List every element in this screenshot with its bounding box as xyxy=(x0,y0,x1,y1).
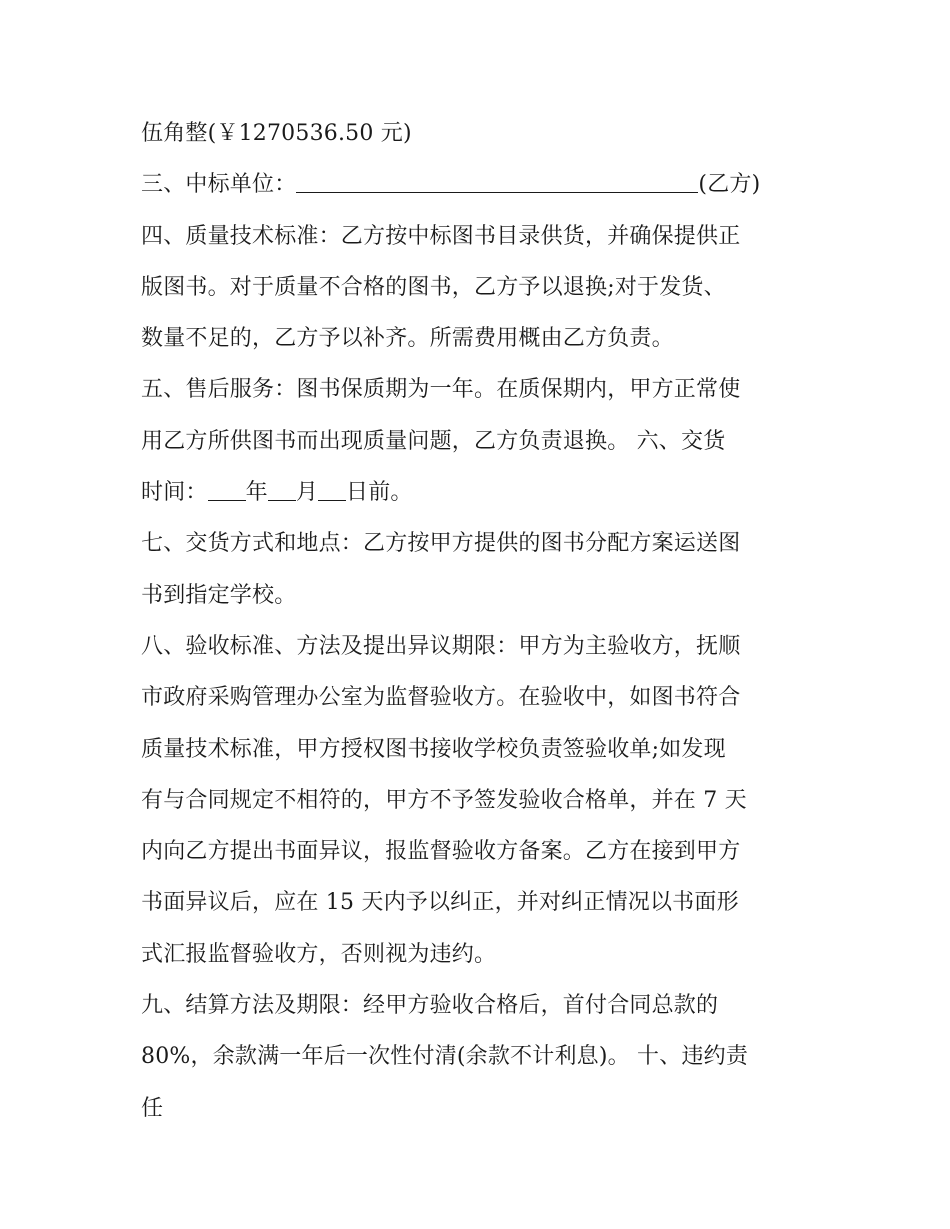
delivery-date-line xyxy=(141,467,821,518)
text-line: 书到指定学校。 xyxy=(141,582,297,608)
text-line: 书面异议后，应在 15 天内予以纠正，并对纠正情况以书面形 xyxy=(141,890,739,916)
text-fragment: 年 xyxy=(245,480,268,506)
bidder-blank xyxy=(296,172,698,193)
text-line: 伍角整(￥1270536.50 元) xyxy=(141,121,412,146)
text-line: 任 xyxy=(141,1095,164,1121)
text-line: 内向乙方提出书面异议，报监督验收方备案。乙方在接到甲方 xyxy=(141,839,741,865)
day-blank xyxy=(318,480,346,501)
text-line: 式汇报监督验收方，否则视为违约。 xyxy=(141,941,497,967)
text-line: 80%，余款满一年后一次性付清(余款不计利息)。 十、违约责 xyxy=(141,1044,749,1070)
text-fragment: 日前。 xyxy=(346,480,413,506)
year-blank xyxy=(208,480,246,501)
text-line: 八、验收标准、方法及提出异议期限：甲方为主验收方，抚顺 xyxy=(141,633,741,659)
text-line: 版图书。对于质量不合格的图书，乙方予以退换;对于发货、 xyxy=(141,274,726,300)
text-line: 数量不足的，乙方予以补齐。所需费用概由乙方负责。 xyxy=(141,326,674,352)
month-blank xyxy=(268,480,296,501)
text-line: 九、结算方法及期限：经甲方验收合格后，首付合同总款的 xyxy=(141,993,719,1019)
text-fragment: 月 xyxy=(295,480,319,506)
text-line: 五、售后服务：图书保质期为一年。在质保期内，甲方正常使 xyxy=(141,377,741,403)
text-line: 七、交货方式和地点：乙方按甲方提供的图书分配方案运送图 xyxy=(141,531,741,557)
document-body xyxy=(141,108,821,1134)
text-line: 四、质量技术标准：乙方按中标图书目录供货，并确保提供正 xyxy=(141,223,741,249)
text-fragment: 时间： xyxy=(141,480,208,506)
text-line: 市政府采购管理办公室为监督验收方。在验收中，如图书符合 xyxy=(141,685,741,711)
text-fragment: (乙方) xyxy=(698,172,761,198)
text-line: 用乙方所供图书而出现质量问题，乙方负责退换。 六、交货 xyxy=(141,428,726,454)
text-fragment: 三、中标单位： xyxy=(141,172,297,198)
text-line: 有与合同规定不相符的，甲方不予签发验收合格单，并在 7 天 xyxy=(141,787,747,813)
text-line: 质量技术标准，甲方授权图书接收学校负责签验收单;如发现 xyxy=(141,736,726,762)
winning-bidder-line xyxy=(141,159,821,210)
